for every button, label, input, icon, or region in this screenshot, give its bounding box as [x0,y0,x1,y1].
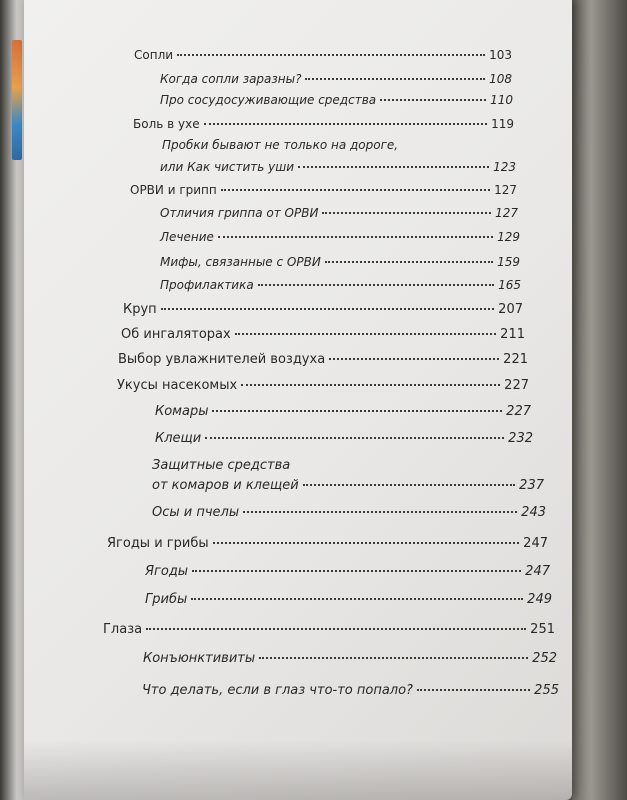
toc-page-number: 227 [504,378,529,393]
leader-dots [177,54,485,56]
toc-label: Осы и пчелы [152,505,240,520]
leader-dots [417,689,530,691]
toc-entry [155,431,533,446]
toc-page-number: 237 [519,478,544,493]
toc-entry [152,505,546,520]
toc-entry [142,683,559,698]
toc-label: Отличия гриппа от ОРВИ [160,206,319,220]
toc-page-number: 211 [500,327,525,342]
toc-page-number: 255 [534,683,559,698]
toc-page-number: 221 [503,352,528,367]
toc-entry [160,255,520,269]
toc-page-number: 249 [527,592,552,607]
toc-page-number: 127 [495,206,518,220]
leader-dots [325,261,493,263]
toc-label: Выбор увлажнителей воздуха [118,352,326,367]
toc-label: Мифы, связанные с ОРВИ [160,255,321,269]
toc-entry [107,536,548,551]
toc-entry [160,278,521,292]
toc-page-number: 129 [497,230,520,244]
toc-page-number: 103 [489,48,512,62]
toc-entry [143,651,557,666]
toc-entry [123,302,523,317]
leader-dots [221,189,490,191]
leader-dots [218,236,493,238]
toc-page-number: 119 [491,117,514,131]
leader-dots [192,570,521,572]
toc-page-number: 252 [532,651,557,666]
toc-entry [103,622,555,637]
leader-dots [146,628,526,630]
leader-dots [212,410,502,412]
toc-entry [121,327,525,342]
leader-dots [213,542,520,544]
leader-dots [204,123,487,125]
toc-page-number: 243 [521,505,546,520]
toc-label-first-line: Защитные средства [152,458,291,473]
leader-dots [243,511,517,513]
toc-label: ОРВИ и грипп [130,183,217,197]
toc-label: Круп [123,302,157,317]
toc-label: Комары [155,404,209,419]
toc-label-first-line: Пробки бывают не только на дороге, [162,138,399,152]
leader-dots [329,358,499,360]
toc-entry [145,592,552,607]
leader-dots [322,212,491,214]
toc-label: Ягоды и грибы [107,536,209,551]
toc-label: Про сосудосуживающие средства [160,93,377,107]
toc-label: Глаза [103,622,143,637]
leader-dots [303,484,516,486]
toc-entry [160,160,516,174]
toc-label: Клещи [155,431,202,446]
toc-page-number: 232 [508,431,533,446]
toc-label: Что делать, если в глаз что-то попало? [142,683,413,698]
toc-label: от комаров и клещей [152,478,299,493]
toc-entry [160,230,520,244]
toc-entry [118,352,528,367]
leader-dots [259,657,528,659]
toc-entry [145,564,550,579]
toc-entry [130,183,517,197]
toc-page-number: 165 [498,278,521,292]
toc-label: Когда сопли заразны? [160,72,302,86]
toc-page-number: 108 [489,72,512,86]
leader-dots [241,384,500,386]
toc-page-number: 159 [497,255,520,269]
toc-label: или Как чистить уши [160,160,295,174]
leader-dots [305,78,485,80]
toc-entry [133,117,514,131]
toc-page-number: 207 [498,302,523,317]
leader-dots [161,308,494,310]
toc-page-number: 247 [523,536,548,551]
toc-label: Профилактика [160,278,254,292]
toc-label: Конъюнктивиты [143,651,256,666]
toc-page-number: 247 [525,564,550,579]
toc-page-number: 227 [506,404,531,419]
leader-dots [298,166,489,168]
toc-label: Об ингаляторах [121,327,231,342]
toc-label: Укусы насекомых [117,378,238,393]
toc-page-number: 251 [530,622,555,637]
toc-page-number: 123 [493,160,516,174]
toc-entry [160,72,512,86]
toc-label: Лечение [160,230,214,244]
leader-dots [258,284,494,286]
toc-label: Сопли [134,48,174,62]
toc-entry [155,404,531,419]
toc-page-number: 110 [490,93,513,107]
toc-entry [117,378,529,393]
toc-entry [160,93,513,107]
toc-page-number: 127 [494,183,517,197]
toc-label: Грибы [145,592,188,607]
toc-label: Ягоды [145,564,189,579]
leader-dots [205,437,504,439]
toc-entry [152,478,544,493]
toc-entry [160,206,518,220]
toc-entry [134,48,512,62]
leader-dots [235,333,496,335]
leader-dots [191,598,523,600]
leader-dots [380,99,486,101]
toc-label: Боль в ухе [133,117,200,131]
